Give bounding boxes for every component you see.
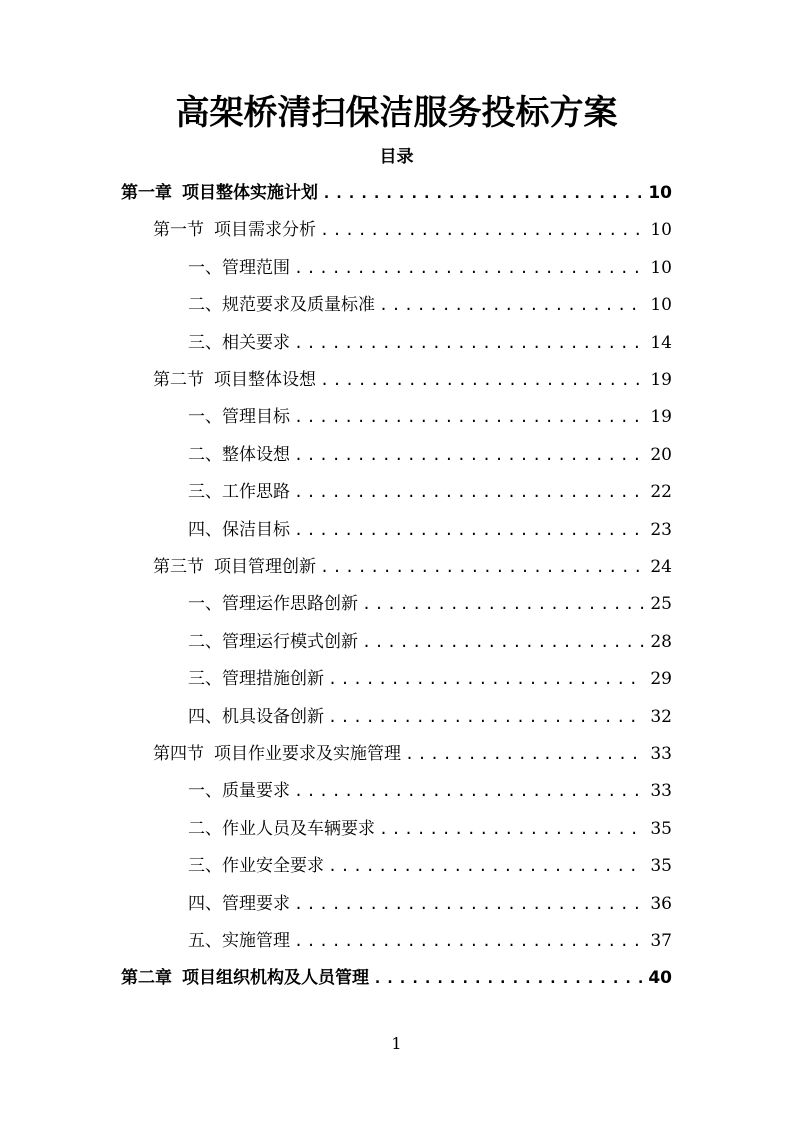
toc-entry-text: 相关要求 (222, 333, 290, 353)
toc-entry-title (188, 474, 290, 511)
toc-entry-title (153, 736, 401, 773)
toc-entry-page: 24 (650, 557, 672, 577)
toc-entry-number: 第二节 (153, 370, 204, 390)
toc-entry-text: 工作思路 (222, 482, 290, 502)
toc-dot-leader (294, 250, 644, 287)
toc-dot-leader (379, 287, 644, 324)
toc-entry-number: 第一章 (121, 183, 172, 203)
toc-entry-page: 40 (648, 968, 672, 988)
toc-dot-leader (362, 624, 644, 661)
toc-dot-leader (294, 474, 644, 511)
toc-entry-page: 23 (650, 520, 672, 540)
toc-entry-number: 二、 (188, 632, 222, 652)
toc-entry-number: 四、 (188, 707, 222, 727)
toc-dot-leader (320, 212, 644, 249)
toc-entry-title (188, 624, 358, 661)
toc-entry-text: 管理运作思路创新 (222, 594, 358, 614)
toc-entry-title (188, 699, 324, 736)
toc-entry-number: 第二章 (121, 968, 172, 988)
document-title: 高架桥清扫保洁服务投标方案 (175, 93, 618, 133)
toc-entry-number: 三、 (188, 482, 222, 502)
toc-entry-number: 一、 (188, 407, 222, 427)
toc-entry-text: 管理目标 (222, 407, 290, 427)
toc-entry-page: 33 (650, 744, 672, 764)
toc-entry-page: 35 (650, 856, 672, 876)
toc-entry[interactable] (188, 512, 672, 549)
toc-entry-number: 三、 (188, 856, 222, 876)
toc-entry-number: 四、 (188, 894, 222, 914)
toc-entry[interactable] (153, 736, 672, 773)
toc-entry-page: 33 (650, 781, 672, 801)
toc-dot-leader (294, 325, 644, 362)
toc-entry-number: 一、 (188, 258, 222, 278)
toc-entry-page: 10 (650, 220, 672, 240)
toc-dot-leader (294, 773, 644, 810)
toc-entry-text: 项目整体实施计划 (182, 183, 318, 203)
toc-entry-number: 二、 (188, 819, 222, 839)
toc-entry[interactable] (188, 848, 672, 885)
toc-entry-text: 作业安全要求 (222, 856, 324, 876)
toc-entry-title (121, 960, 369, 997)
toc-entry-title (188, 437, 290, 474)
toc-entry-number: 第四节 (153, 744, 204, 764)
toc-entry-title (188, 811, 375, 848)
toc-entry-page: 25 (650, 594, 672, 614)
toc-entry-text: 作业人员及车辆要求 (222, 819, 375, 839)
toc-entry-page: 37 (650, 931, 672, 951)
toc-entry-number: 五、 (188, 931, 222, 951)
toc-entry-text: 管理措施创新 (222, 669, 324, 689)
toc-dot-leader (320, 549, 644, 586)
toc-entry[interactable] (188, 474, 672, 511)
toc-dot-leader (379, 811, 644, 848)
toc-entry-page: 36 (650, 894, 672, 914)
toc-dot-leader (320, 362, 644, 399)
toc-entry[interactable] (121, 175, 672, 212)
toc-entry-number: 二、 (188, 295, 222, 315)
toc-entry-number: 一、 (188, 594, 222, 614)
toc-entry-title (121, 175, 318, 212)
toc-entry[interactable] (188, 886, 672, 923)
toc-entry-text: 项目需求分析 (214, 220, 316, 240)
toc-entry-page: 14 (650, 333, 672, 353)
toc-dot-leader (322, 175, 642, 212)
toc-entry-title (188, 923, 290, 960)
toc-entry-number: 三、 (188, 333, 222, 353)
toc-entry-text: 项目管理创新 (214, 557, 316, 577)
toc-entry-page: 29 (650, 669, 672, 689)
toc-entry[interactable] (188, 287, 672, 324)
toc-entry-text: 管理要求 (222, 894, 290, 914)
toc-dot-leader (294, 437, 644, 474)
toc-entry[interactable] (188, 661, 672, 698)
toc-heading: 目录 (379, 147, 414, 167)
toc-entry-page: 32 (650, 707, 672, 727)
toc-entry-page: 19 (650, 370, 672, 390)
toc-entry-page: 20 (650, 445, 672, 465)
toc-entry-text: 管理运行模式创新 (222, 632, 358, 652)
toc-entry[interactable] (188, 325, 672, 362)
toc-entry-title (153, 549, 316, 586)
toc-entry[interactable] (188, 699, 672, 736)
toc-entry[interactable] (188, 250, 672, 287)
toc-entry[interactable] (153, 212, 672, 249)
toc-dot-leader (328, 699, 644, 736)
toc-entry-title (153, 362, 316, 399)
toc-dot-leader (328, 661, 644, 698)
toc-dot-leader (328, 848, 644, 885)
toc-entry-text: 整体设想 (222, 445, 290, 465)
toc-entry-title (188, 586, 358, 623)
toc-entry[interactable] (188, 399, 672, 436)
toc-entry-number: 二、 (188, 445, 222, 465)
toc-dot-leader (405, 736, 644, 773)
toc-entry-text: 质量要求 (222, 781, 290, 801)
toc-entry[interactable] (188, 624, 672, 661)
toc-entry-page: 10 (650, 258, 672, 278)
toc-entry[interactable] (153, 362, 672, 399)
toc-entry-text: 项目整体设想 (214, 370, 316, 390)
toc-entry-text: 管理范围 (222, 258, 290, 278)
toc-dot-leader (362, 586, 644, 623)
toc-entry[interactable] (188, 586, 672, 623)
page-number: 1 (391, 1034, 402, 1053)
toc-entry-number: 四、 (188, 520, 222, 540)
toc-entry[interactable] (188, 923, 672, 960)
toc-entry-text: 实施管理 (222, 931, 290, 951)
toc-dot-leader (294, 923, 644, 960)
toc-dot-leader (373, 960, 642, 997)
toc-entry[interactable] (188, 773, 672, 810)
toc-entry-title (153, 212, 316, 249)
toc-entry-page: 10 (648, 183, 672, 203)
toc-dot-leader (294, 886, 644, 923)
toc-entry-title (188, 287, 375, 324)
toc-entry-text: 保洁目标 (222, 520, 290, 540)
toc-dot-leader (294, 399, 644, 436)
toc-entry-page: 19 (650, 407, 672, 427)
toc-entry-title (188, 325, 290, 362)
toc-entry-title (188, 773, 290, 810)
toc-entry-number: 三、 (188, 669, 222, 689)
toc-entry-title (188, 886, 290, 923)
toc-entry-text: 项目组织机构及人员管理 (182, 968, 369, 988)
toc-entry-title (188, 399, 290, 436)
toc-entry-page: 28 (650, 632, 672, 652)
toc-entry-text: 规范要求及质量标准 (222, 295, 375, 315)
toc-entry-page: 22 (650, 482, 672, 502)
toc-entry[interactable] (153, 549, 672, 586)
toc-entry[interactable] (121, 960, 672, 997)
toc-entry[interactable] (188, 437, 672, 474)
toc-entry-title (188, 848, 324, 885)
toc-dot-leader (294, 512, 644, 549)
toc-entry-title (188, 512, 290, 549)
toc-entry-title (188, 250, 290, 287)
toc-entry-text: 项目作业要求及实施管理 (214, 744, 401, 764)
toc-entry-text: 机具设备创新 (222, 707, 324, 727)
toc-entry-page: 35 (650, 819, 672, 839)
toc-entry-number: 一、 (188, 781, 222, 801)
toc-entry-page: 10 (650, 295, 672, 315)
toc-entry[interactable] (188, 811, 672, 848)
toc-entry-number: 第一节 (153, 220, 204, 240)
toc-entry-number: 第三节 (153, 557, 204, 577)
toc-entry-title (188, 661, 324, 698)
